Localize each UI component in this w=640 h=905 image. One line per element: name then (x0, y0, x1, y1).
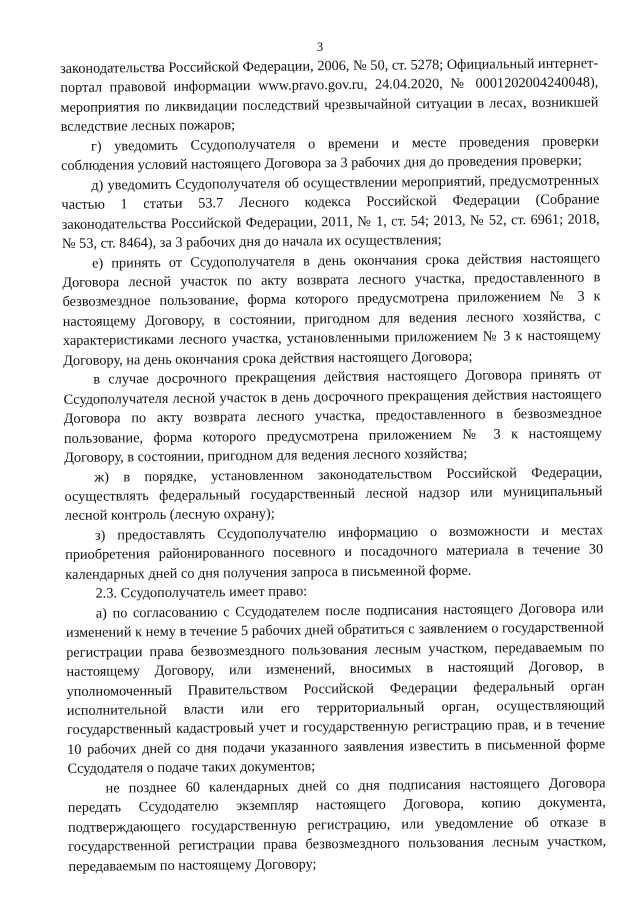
paragraph-clause-d: д) уведомить Ссудополучателя об осуществлении мероприятий, предусмотренных частью 1 статьи 53.7 Лесного кодекса Российской Федерации (Собрание законодательства Российской Федерации, 2011, № 1, ст. 54; 2013, № 52, ст. 6961; 2018, № 53, ст. 8464), за 3 рабочих дня до начала их осуществления; (61, 172, 600, 253)
paragraph-clause-g: г) уведомить Ссудополучателя о времени и месте проведения проверки соблюдения условий настоящего Договора за 3 рабочих дня до проведения проверки; (61, 133, 599, 175)
paragraph-clause-zh: ж) в порядке, установленном законодательством Российской Федерации, осуществлять федеральный государственный лесной надзор или муниципальный лесной контроль (лесную охрану); (64, 463, 603, 525)
paragraph-clause-e: е) принять от Ссудополучателя в день окончания срока действия настоящего Договора лесной участок по акту возврата лесного участка, предоставленного в безвозмездное пользование, форма которого предусмотрена приложением № 3 к настоящему Договору, в состоянии, пригодном для ведения лесного хозяйства, с характеристиками лесного участка, установленными приложением № 3 к настоящему Договору, на день окончания срока действия настоящего Договора; (62, 249, 602, 369)
page-number: 3 (316, 40, 324, 54)
paragraph-clause-z: з) предоставлять Ссудополучателю информацию о возможности и местах приобретения районированного посевного и посадочного материала в течение 30 календарных дней со дня получения запроса в письменной форме. (65, 522, 604, 583)
section-heading-2-3: 2.3. Ссудополучатель имеет право: (95, 583, 308, 602)
paragraph-legal-reference-continuation: законодательства Российской Федерации, 2006, № 50, ст. 5278; Официальный интернет-портал правовой информации www.pravo.gov.ru, 24.04.2020, № 0001202004240048), мероприятия по ликвидации последствий чрезвычайной ситуации в лесах, возникшей вследствие лесных пожаров; (60, 55, 599, 136)
paragraph-clause-a: а) по согласованию с Ссудодателем после подписания настоящего Договора или изменений к нему в течение 5 рабочих дней обратиться с заявлением о государственной регистрации права безвозмездного пользования лесным участком, передаваемым по настоящему Договору, или изменений, вносимых в настоящий Договор, в уполномоченный Правительством Российской Федерации федеральный орган исполнительной власти или его территориальный орган, осуществляющий государственный кадастровый учет и государственную регистрацию прав, и в течение 10 рабочих дней со дня подачи указанного заявления известить в письменной форме Ссудодателя о подаче таких документов; (65, 600, 606, 778)
paragraph-early-termination: в случае досрочного прекращения действия настоящего Договора принять от Ссудополучателя лесной участок в день досрочного прекращения действия настоящего Договора по акту возврата лесного участка, предоставленного в безвозмездное пользование, форма которого предусмотрена приложением № 3 к настоящему Договору, в состоянии, пригодном для ведения лесного хозяйства; (63, 366, 603, 467)
document-body (60, 54, 607, 877)
paragraph-transfer-copy: не позднее 60 календарных дней со дня подписания настоящего Договора передать Ссудодателю экземпляр настоящего Договора, копию документа, подтверждающего государственную регистрацию, или уведомление об отказе в государственной регистрации права безвозмездного пользования лесным участком, передаваемым по настоящему Договору; (67, 775, 607, 875)
